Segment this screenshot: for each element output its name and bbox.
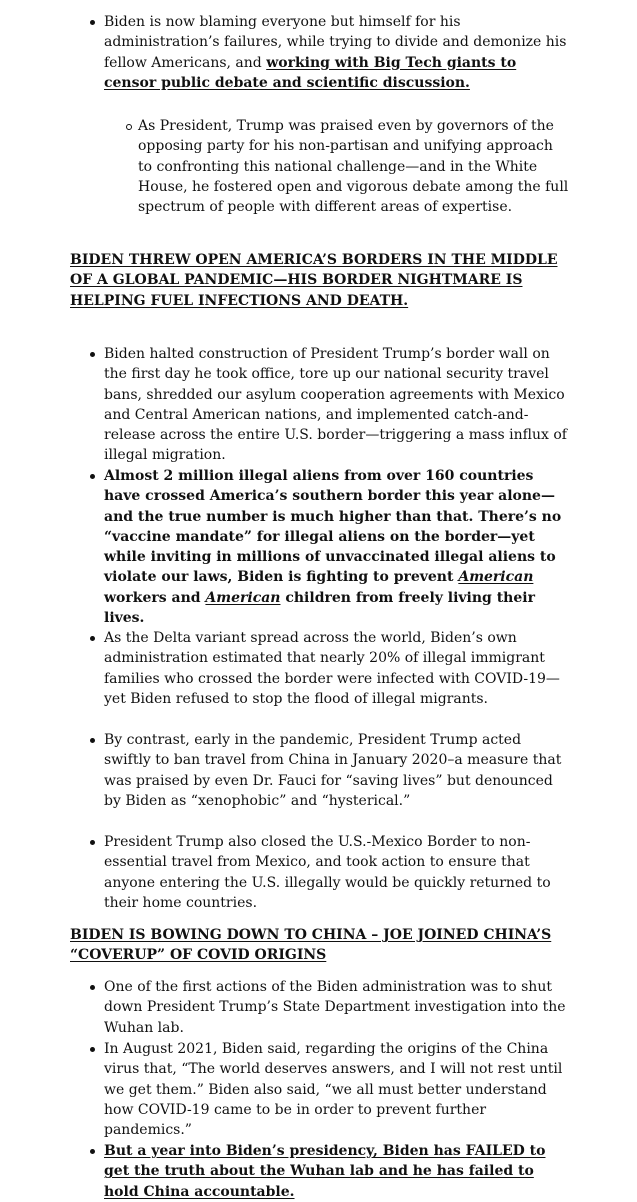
bullet-text: workers and <box>104 589 206 606</box>
bullet-text: President Trump also closed the U.S.-Mexico Border to non-essential travel from Mexico, and took action to ensure that anyone entering the U.S. illegally would be quickly returned to their home countries. <box>104 834 551 911</box>
bullet-dot-icon <box>90 352 95 357</box>
bullet-text: In August 2021, Biden said, regarding the origins of the China virus that, “The world deserves answers, and I will not rest until we get them.” Biden also said, “we all must better understand how COVID-19 came to be in order to prevent further pandemics.” <box>104 1041 563 1139</box>
bullet-dot-icon <box>90 1149 95 1154</box>
list-item <box>104 730 570 811</box>
bullet-text: Biden is now blaming everyone but himself for his administration’s failures, while trying to divide and demonize his fellow Americans, and <box>104 14 567 71</box>
section-heading-china: BIDEN IS BOWING DOWN TO CHINA – JOE JOINED CHINA’S “COVERUP” OF COVID ORIGINS <box>70 927 552 964</box>
emphasis-american: American <box>205 589 281 606</box>
bullet-text: One of the first actions of the Biden administration was to shut down President Trump’s State Department investigation into the Wuhan lab. <box>104 979 566 1036</box>
list-item <box>104 12 570 93</box>
bullet-dot-icon <box>90 474 95 479</box>
list-item <box>104 628 570 709</box>
bullet-text: But a year into Biden’s presidency, Biden has FAILED to get the truth about the Wuhan lab and he has failed to hold China accountable. <box>104 1143 546 1200</box>
bullet-text: Almost 2 million illegal aliens from over 160 countries have crossed America’s southern border this year alone—and the true number is much higher than that. There’s no “vaccine mandate” for illegal aliens on the border—yet while inviting in millions of unvaccinated illegal aliens to violate our laws, Biden is fighting to prevent <box>104 468 562 586</box>
bullet-circle-icon <box>126 124 132 130</box>
bullet-text: By contrast, early in the pandemic, President Trump acted swiftly to ban travel from China in January 2020–a measure that was praised by even Dr. Fauci for “saving lives” but denounced by Biden as “xenophobic” and “hysterical.” <box>104 732 562 809</box>
bullet-dot-icon <box>90 20 95 25</box>
list-item <box>104 977 570 1038</box>
emphasis-american: American <box>458 569 534 586</box>
sub-list-item <box>138 116 570 217</box>
big-tech-censor-link[interactable]: working with Big Tech giants to censor public debate and scientific discussion. <box>104 54 517 91</box>
list-item <box>104 466 570 628</box>
section-heading-borders: BIDEN THREW OPEN AMERICA’S BORDERS IN THE MIDDLE OF A GLOBAL PANDEMIC—HIS BORDER NIGHTMARE IS HELPING FUEL INFECTIONS AND DEATH. <box>70 252 558 309</box>
bullet-dot-icon <box>90 985 95 990</box>
bullet-text: Biden halted construction of President Trump’s border wall on the first day he took office, tore up our national security travel bans, shredded our asylum cooperation agreements with Mexico and Central American nations, and implemented catch-and-release across the entire U.S. border—triggering a mass influx of illegal migration. <box>104 346 567 464</box>
bullet-text: As the Delta variant spread across the world, Biden’s own administration estimated that nearly 20% of illegal immigrant families who crossed the border were infected with COVID-19—yet Biden refused to stop the flood of illegal migrants. <box>104 630 560 707</box>
bullet-dot-icon <box>90 636 95 641</box>
list-item <box>104 1141 570 1202</box>
bullet-text: children from freely living their lives. <box>104 589 535 627</box>
list-item <box>104 1039 570 1140</box>
list-item <box>104 344 570 466</box>
bullet-dot-icon <box>90 1047 95 1052</box>
sub-bullet-text: As President, Trump was praised even by governors of the opposing party for his non-partisan and unifying approach to confronting this national challenge—and in the White House, he fostered open and vigorous debate among the full spectrum of people with different areas of expertise. <box>138 118 569 216</box>
bullet-dot-icon <box>90 738 95 743</box>
list-item <box>104 832 570 913</box>
bullet-dot-icon <box>90 840 95 845</box>
